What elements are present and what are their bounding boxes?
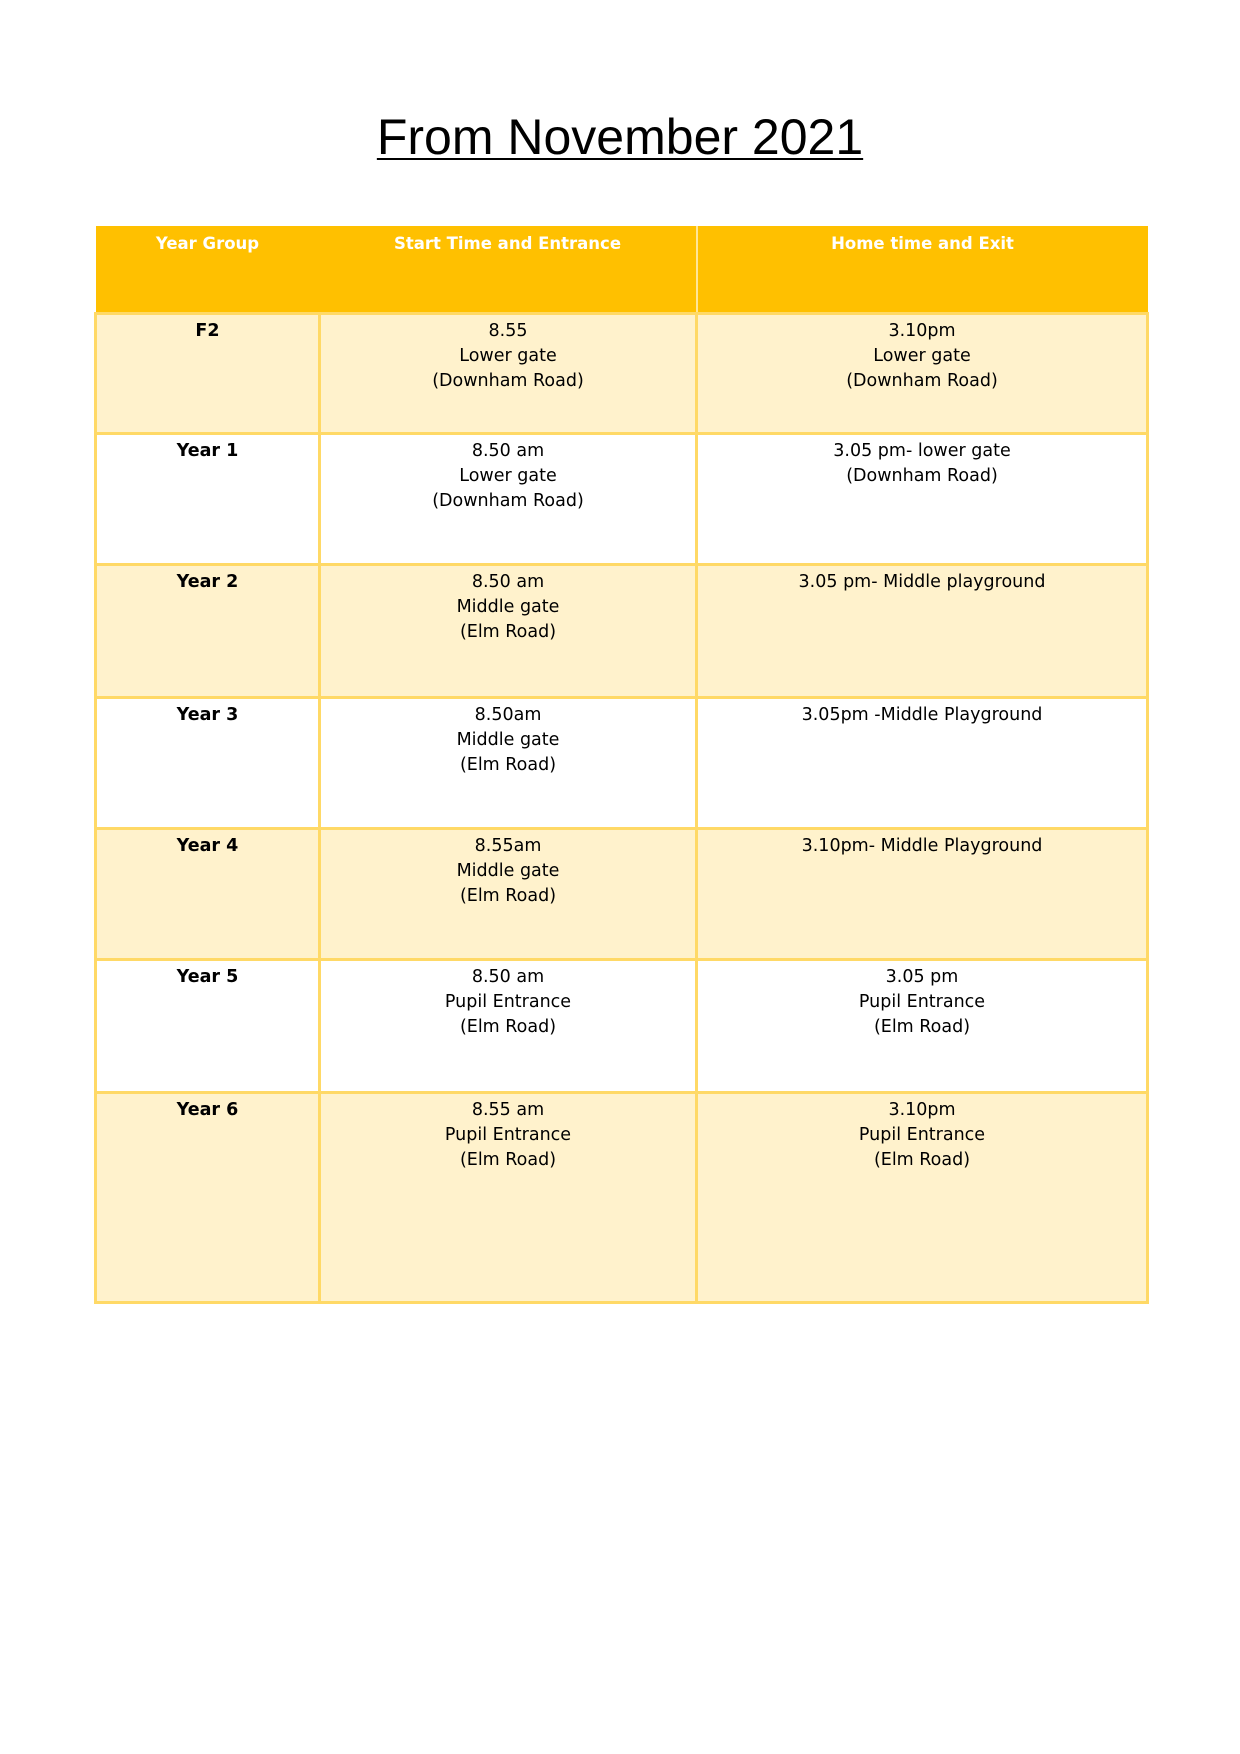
home-time-cell	[697, 313, 1148, 433]
year-group-cell: Year 6	[96, 1092, 320, 1302]
home-time: 3.10pm	[888, 1099, 956, 1120]
start-entrance: Pupil Entrance	[444, 991, 572, 1012]
home-time-cell	[697, 564, 1148, 697]
table-row	[96, 697, 1148, 828]
start-entrance: Middle gate	[456, 596, 560, 617]
page-title	[0, 109, 1240, 165]
start-entrance: Middle gate	[456, 729, 560, 750]
start-time-cell	[320, 828, 697, 959]
start-time: 8.55 am	[471, 1099, 545, 1120]
page-title-text: From November 2021	[376, 109, 864, 165]
start-road: (Elm Road)	[459, 754, 557, 775]
home-road: (Downham Road)	[846, 370, 998, 391]
table-row	[96, 828, 1148, 959]
start-entrance: Lower gate	[459, 465, 557, 486]
start-road: (Elm Road)	[459, 1016, 557, 1037]
home-time: 3.05 pm	[885, 966, 959, 987]
year-group-cell: Year 4	[96, 828, 320, 959]
start-time: 8.50 am	[471, 440, 545, 461]
start-time-cell	[320, 433, 697, 564]
home-exit: Pupil Entrance	[858, 1124, 986, 1145]
home-time-exit: 3.05 pm- Middle playground	[798, 571, 1046, 592]
start-entrance: Middle gate	[456, 860, 560, 881]
year-group-cell: Year 2	[96, 564, 320, 697]
year-group-cell: Year 1	[96, 433, 320, 564]
home-time-cell	[697, 959, 1148, 1092]
header-year-group: Year Group	[155, 234, 260, 253]
start-road: (Elm Road)	[459, 885, 557, 906]
start-time: 8.50 am	[471, 571, 545, 592]
home-time: 3.10pm	[888, 320, 956, 341]
home-exit: Pupil Entrance	[858, 991, 986, 1012]
home-time-exit: 3.05 pm- lower gate	[833, 440, 1011, 461]
table-row	[96, 564, 1148, 697]
home-time-cell	[697, 433, 1148, 564]
home-time-cell	[697, 1092, 1148, 1302]
home-road: (Downham Road)	[846, 465, 998, 486]
header-row	[96, 226, 1148, 313]
home-time-cell	[697, 697, 1148, 828]
home-road: (Elm Road)	[873, 1149, 971, 1170]
table-row	[96, 433, 1148, 564]
home-time-exit: 3.05pm -Middle Playground	[801, 704, 1043, 725]
start-road: (Downham Road)	[432, 490, 584, 511]
header-home-time: Home time and Exit	[697, 226, 1148, 313]
table-row	[96, 313, 1148, 433]
table-row	[96, 959, 1148, 1092]
start-time-cell	[320, 313, 697, 433]
home-time-cell	[697, 828, 1148, 959]
start-entrance: Pupil Entrance	[444, 1124, 572, 1145]
year-group-cell: Year 5	[96, 959, 320, 1092]
start-time-cell	[320, 697, 697, 828]
start-road: (Elm Road)	[459, 621, 557, 642]
start-entrance: Lower gate	[459, 345, 557, 366]
start-time-cell	[320, 1092, 697, 1302]
year-group-cell: F2	[96, 313, 320, 433]
start-time-cell	[320, 959, 697, 1092]
start-road: (Elm Road)	[459, 1149, 557, 1170]
home-road: (Elm Road)	[873, 1016, 971, 1037]
home-time-exit: 3.10pm- Middle Playground	[801, 835, 1043, 856]
start-time: 8.55am	[474, 835, 542, 856]
home-exit: Lower gate	[873, 345, 971, 366]
start-time: 8.55	[488, 320, 528, 341]
schedule-table	[94, 226, 1149, 1304]
header-start-time: Start Time and Entrance	[393, 234, 622, 253]
start-road: (Downham Road)	[432, 370, 584, 391]
year-group-cell: Year 3	[96, 697, 320, 828]
start-time: 8.50am	[474, 704, 542, 725]
table-row	[96, 1092, 1148, 1302]
start-time: 8.50 am	[471, 966, 545, 987]
start-time-cell	[320, 564, 697, 697]
